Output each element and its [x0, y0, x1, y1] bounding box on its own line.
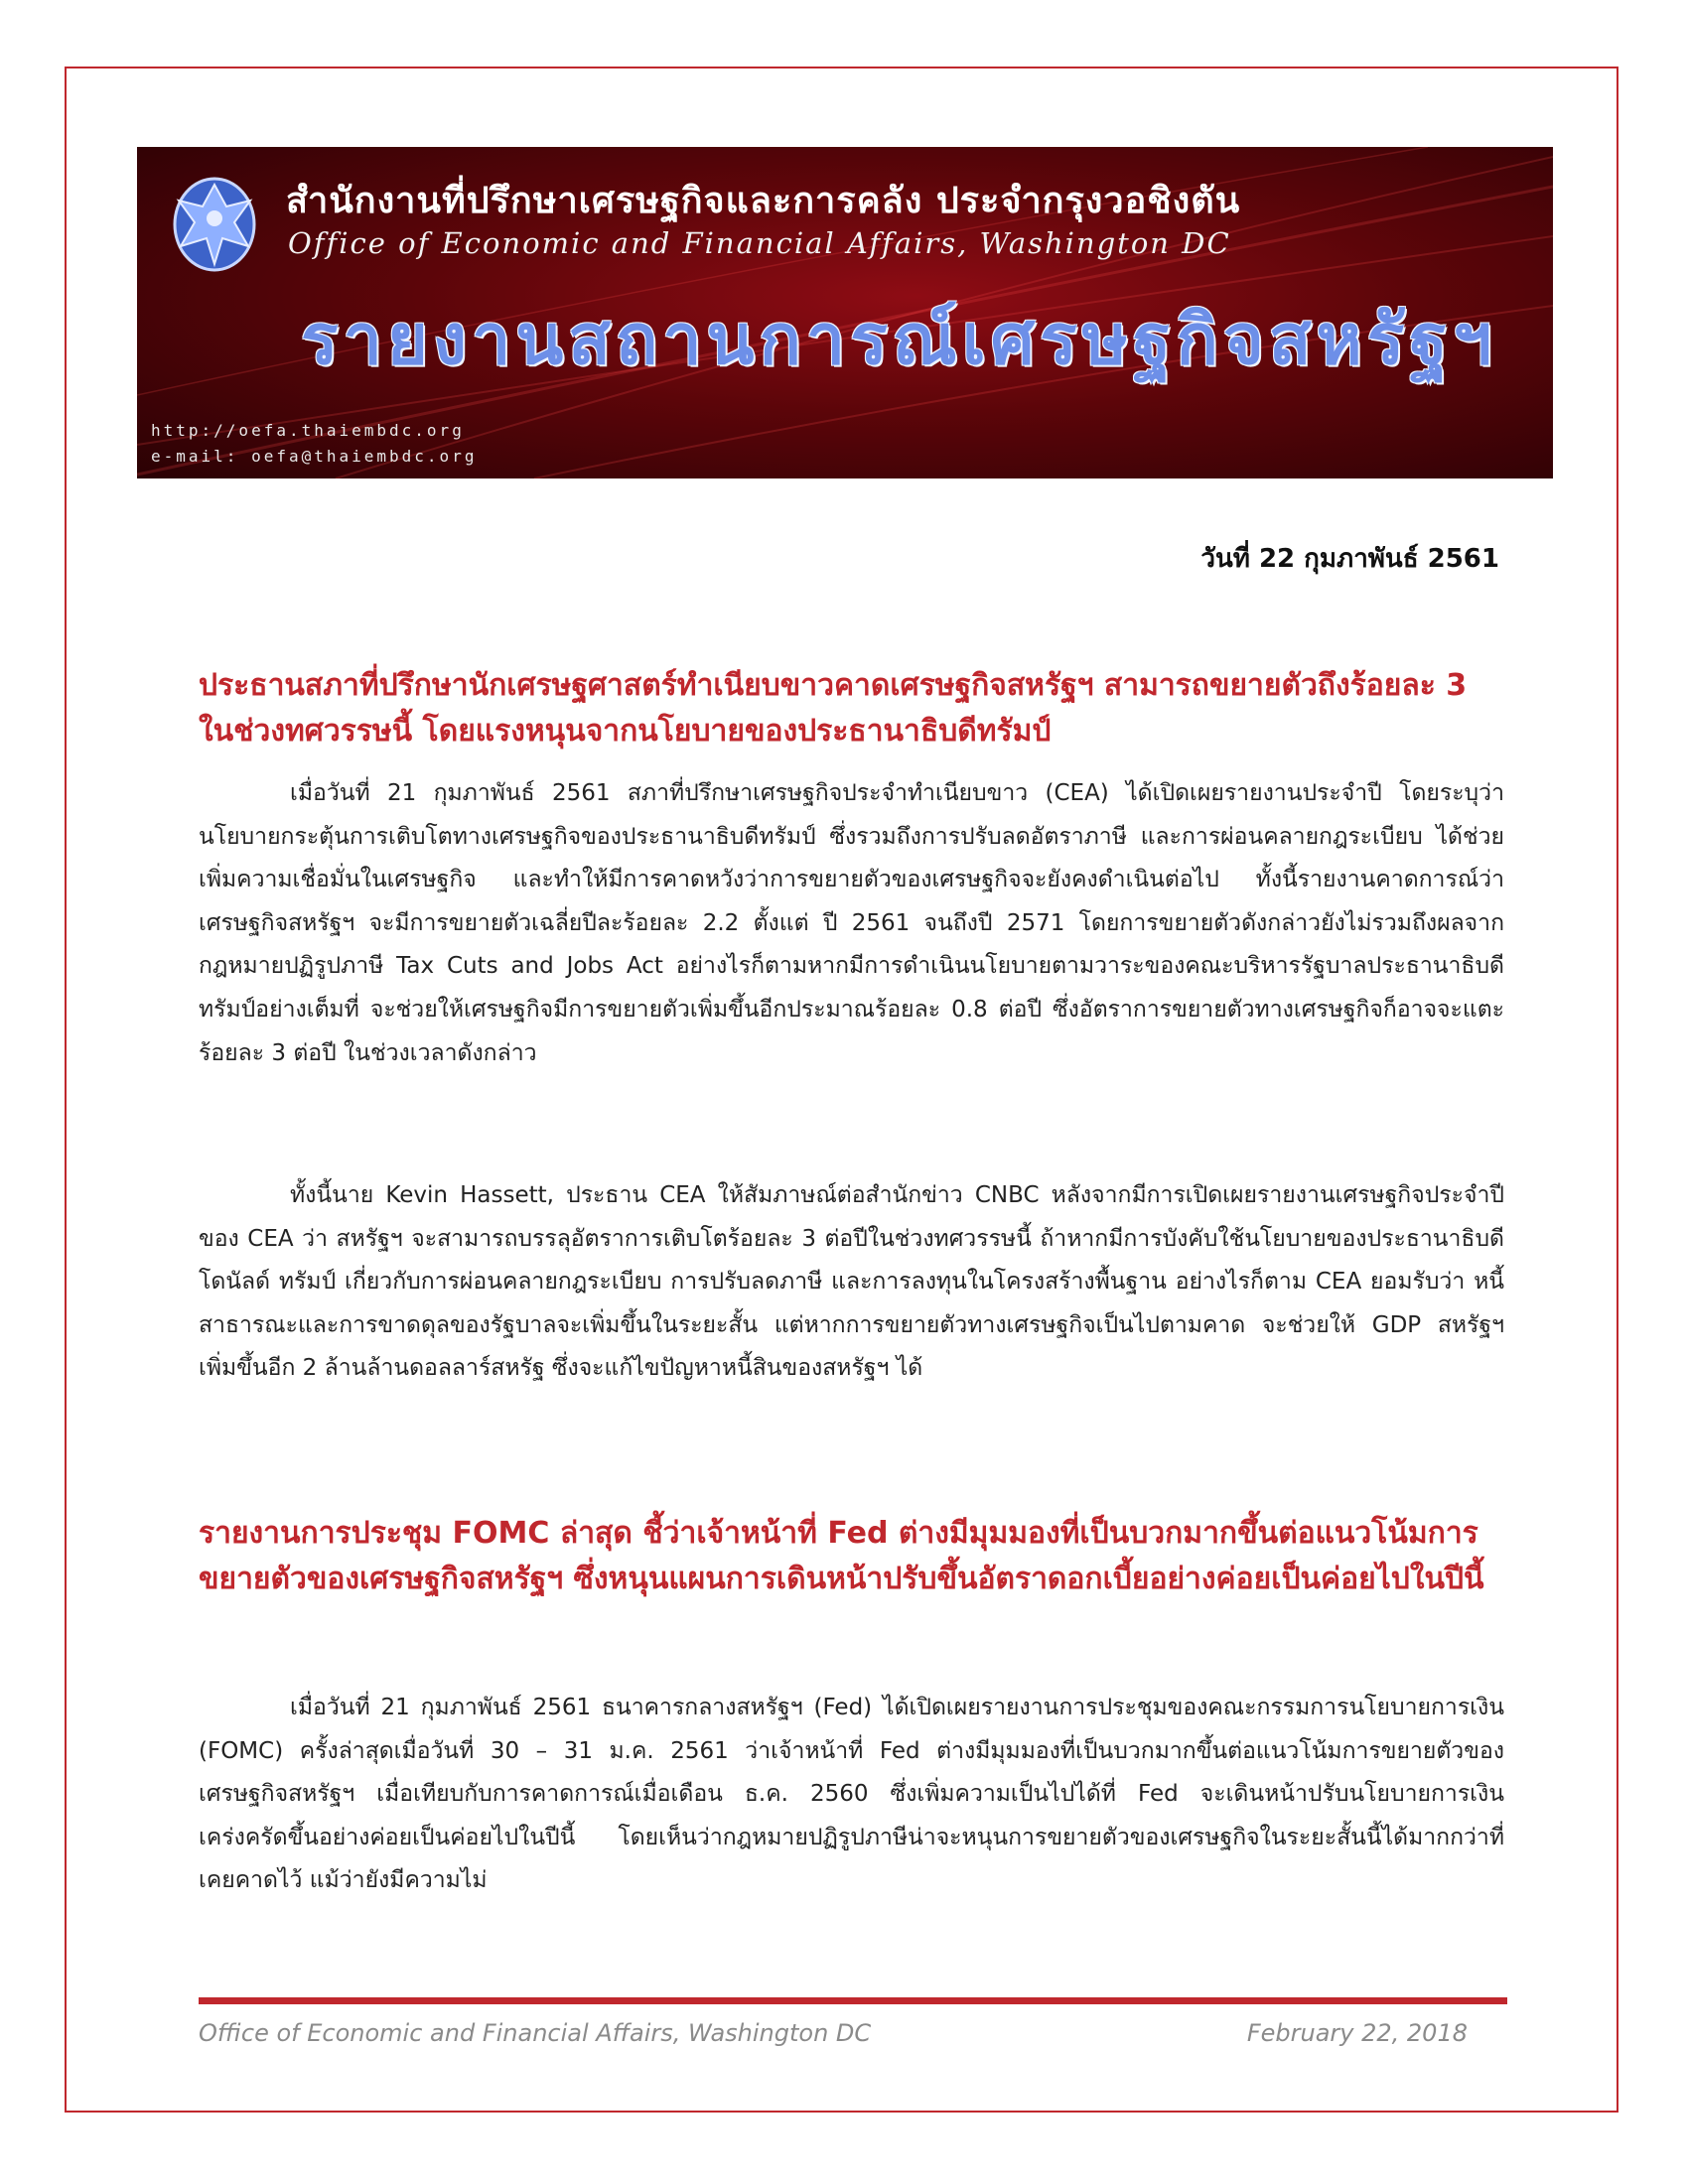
banner-english-office-name: Office of Economic and Financial Affairs, Washington DC — [288, 226, 1231, 260]
footer-divider — [199, 1997, 1507, 2004]
article-1-paragraph-1: เมื่อวันที่ 21 กุมภาพันธ์ 2561 สภาที่ปรึกษาเศรษฐกิจประจำทำเนียบขาว (CEA) ได้เปิดเผยรายงานประจำปี โดยระบุว่า นโยบายกระตุ้นการเติบโตทางเศรษฐกิจของประธานาธิบดีทรัมป์ ซึ่งรวมถึงการปรับลดอัตราภาษี และการผ่อนคลายกฎระเบียบ ได้ช่วยเพิ่มความเชื่อมั่นในเศรษฐกิจ และทำให้มีการคาดหวังว่าการขยายตัวของเศรษฐกิจจะยังคงดำเนินต่อไป ทั้งนี้รายงานคาดการณ์ว่า เศรษฐกิจสหรัฐฯ จะมีการขยายตัวเฉลี่ยปีละร้อยละ 2.2 ตั้งแต่ ปี 2561 จนถึงปี 2571 โดยการขยายตัวดังกล่าวยังไม่รวมถึงผลจากกฎหมายปฏิรูปภาษี Tax Cuts and Jobs Act อย่างไรก็ตามหากมีการดำเนินนโยบายตามวาระของคณะบริหารรัฐบาลประธานาธิบดีทรัมป์อย่างเต็มที่ จะช่วยให้เศรษฐกิจมีการขยายตัวเพิ่มขึ้นอีกประมาณร้อยละ 0.8 ต่อปี ซึ่งอัตราการขยายตัวทางเศรษฐกิจก็อาจจะแตะร้อยละ 3 ต่อปี ในช่วงเวลาดังกล่าว — [199, 780, 1504, 1066]
header-banner — [137, 147, 1553, 478]
article-2-headline: รายงานการประชุม FOMC ล่าสุด ชี้ว่าเจ้าหน้าที่ Fed ต่างมีมุมมองที่เป็นบวกมากขึ้นต่อแนวโน้มการขยายตัวของเศรษฐกิจสหรัฐฯ ซึ่งหนุนแผนการเดินหน้าปรับขึ้นอัตราดอกเบี้ยอย่างค่อยเป็นค่อยไปในปีนี้ — [199, 1516, 1484, 1596]
report-date: วันที่ 22 กุมภาพันธ์ 2561 — [1200, 544, 1499, 574]
article-2-paragraph-1: เมื่อวันที่ 21 กุมภาพันธ์ 2561 ธนาคารกลางสหรัฐฯ (Fed) ได้เปิดเผยรายงานการประชุมของคณะกรรมการนโยบายการเงิน (FOMC) ครั้งล่าสุดเมื่อวันที่ 30 – 31 ม.ค. 2561 ว่าเจ้าหน้าที่ Fed ต่างมีมุมมองที่เป็นบวกมากขึ้นต่อแนวโน้มการขยายตัวของเศรษฐกิจสหรัฐฯ เมื่อเทียบกับการคาดการณ์เมื่อเดือน ธ.ค. 2560 ซึ่งเพิ่มความเป็นไปได้ที่ Fed จะเดินหน้าปรับนโยบายการเงินเคร่งครัดขึ้นอย่างค่อยเป็นค่อยไปในปีนี้ โดยเห็นว่ากฎหมายปฏิรูปภาษีน่าจะหนุนการขยายตัวของเศรษฐกิจในระยะสั้นนี้ได้มากกว่าที่เคยคาดไว้ แม้ว่ายังมีความไม่ — [199, 1695, 1504, 1894]
banner-email-address[interactable]: e-mail: oefa@thaiembdc.org — [151, 447, 478, 466]
article-1-headline: ประธานสภาที่ปรึกษานักเศรษฐศาสตร์ทำเนียบขาวคาดเศรษฐกิจสหรัฐฯ สามารถขยายตัวถึงร้อยละ 3 ในช่วงทศวรรษนี้ โดยแรงหนุนจากนโยบายของประธานาธิบดีทรัมป์ — [199, 668, 1468, 749]
garuda-emblem-icon — [169, 167, 260, 276]
banner-report-title: รายงานสถานการณ์เศรษฐกิจสหรัฐฯ — [301, 299, 1497, 380]
footer-date: February 22, 2018 — [1246, 2019, 1468, 2047]
banner-thai-office-name: สำนักงานที่ปรึกษาเศรษฐกิจและการคลัง ประจำกรุงวอชิงตัน — [286, 181, 1241, 221]
article-1-paragraph-2: ทั้งนี้นาย Kevin Hassett, ประธาน CEA ให้สัมภาษณ์ต่อสำนักข่าว CNBC หลังจากมีการเปิดเผยรายงานเศรษฐกิจประจำปีของ CEA ว่า สหรัฐฯ จะสามารถบรรลุอัตราการเติบโตร้อยละ 3 ต่อปีในช่วงทศวรรษนี้ ถ้าหากมีการบังคับใช้นโยบายของประธานาธิบดีโดนัลด์ ทรัมป์ เกี่ยวกับการผ่อนคลายกฎระเบียบ การปรับลดภาษี และการลงทุนในโครงสร้างพื้นฐาน อย่างไรก็ตาม CEA ยอมรับว่า หนี้สาธารณะและการขาดดุลของรัฐบาลจะเพิ่มขึ้นในระยะสั้น แต่หากการขยายตัวทางเศรษฐกิจเป็นไปตามคาด จะช่วยให้ GDP สหรัฐฯ เพิ่มขึ้นอีก 2 ล้านล้านดอลลาร์สหรัฐ ซึ่งจะแก้ไขปัญหาหนี้สินของสหรัฐฯ ได้ — [199, 1182, 1504, 1382]
banner-website-url[interactable]: http://oefa.thaiembdc.org — [151, 421, 465, 440]
footer-office-name: Office of Economic and Financial Affairs, Washington DC — [199, 2019, 872, 2047]
